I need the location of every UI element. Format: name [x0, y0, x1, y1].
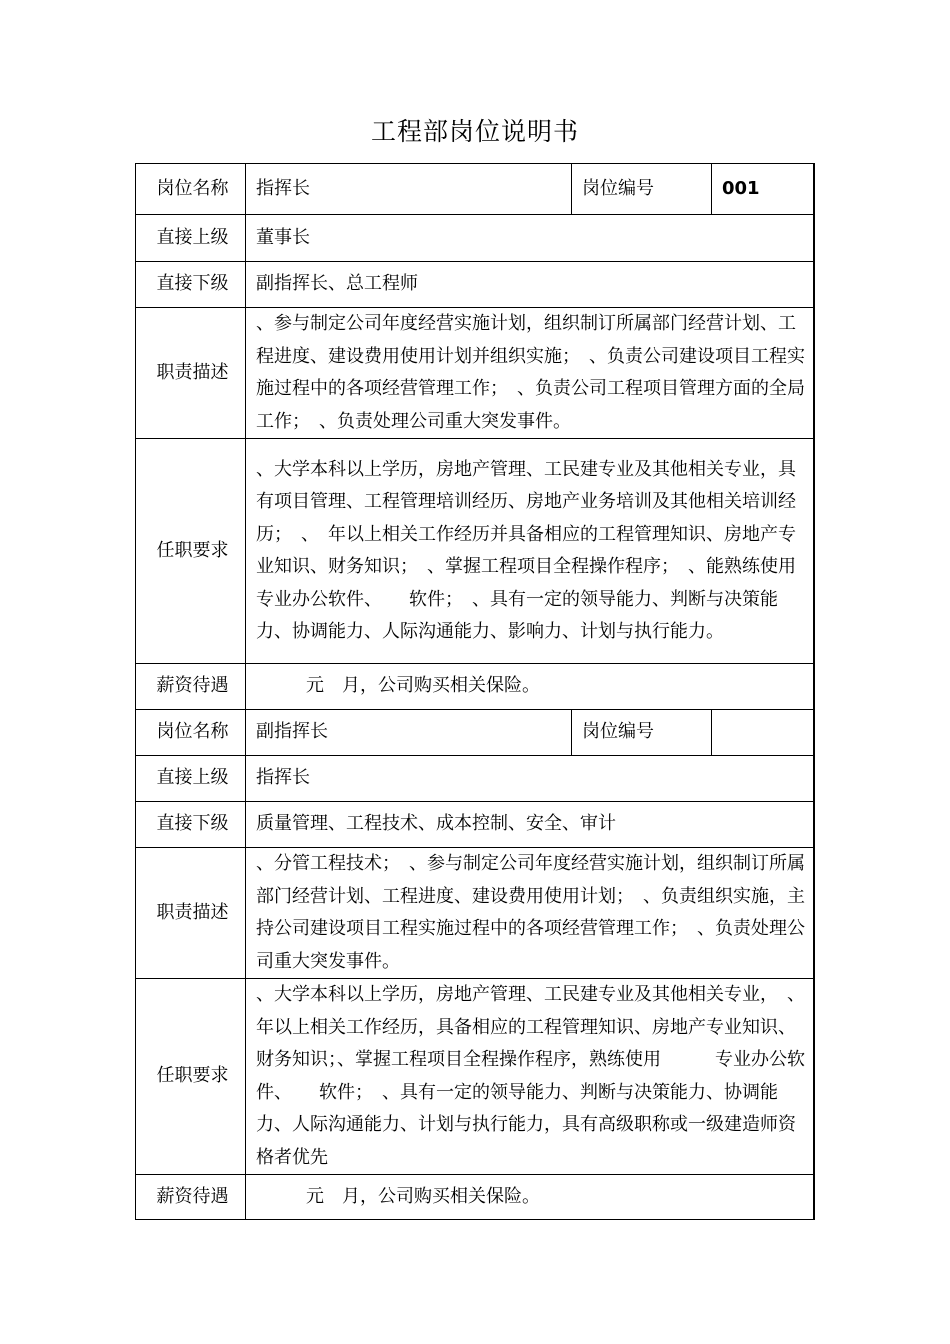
position-name-value: 指挥长 [246, 164, 572, 215]
superior-value: 指挥长 [246, 756, 814, 802]
subordinate-row [136, 802, 814, 848]
subordinate-value: 副指挥长、总工程师 [246, 262, 814, 308]
duties-label: 职责描述 [136, 308, 246, 439]
position-code-value: 001 [712, 164, 814, 215]
salary-value: 元 月，公司购买相关保险。 [246, 664, 814, 710]
duties-value: 、分管工程技术； 、参与制定公司年度经营实施计划，组织制订所属部门经营计划、工程进度、建设费用使用计划； 、负责组织实施，主持公司建设项目工程实施过程中的各项经营管理工作； 、负责处理公司重大突发事件。 [246, 848, 814, 979]
requirements-value: 、大学本科以上学历，房地产管理、工民建专业及其他相关专业，具有项目管理、工程管理培训经历、房地产业务培训及其他相关培训经历； 、 年以上相关工作经历并具备相应的工程管理知识、房地产专业知识、财务知识； 、掌握工程项目全程操作程序； 、能熟练使用 专业办公软件、 软件； 、具有一定的领导能力、判断与决策能力、协调能力、人际沟通能力、影响力、计划与执行能力。 [246, 439, 814, 664]
superior-row [136, 756, 814, 802]
salary-value: 元 月，公司购买相关保险。 [246, 1175, 814, 1220]
subordinate-label: 直接下级 [136, 262, 246, 308]
requirements-row [136, 979, 814, 1175]
position-name-row [136, 164, 814, 215]
position-name-row [136, 710, 814, 756]
duties-row [136, 848, 814, 979]
subordinate-row [136, 262, 814, 308]
salary-row [136, 664, 814, 710]
salary-row [136, 1175, 814, 1220]
requirements-label: 任职要求 [136, 439, 246, 664]
job-description-table [135, 163, 868, 1220]
superior-label: 直接上级 [136, 756, 246, 802]
position-code-label: 岗位编号 [572, 164, 712, 215]
salary-label: 薪资待遇 [136, 664, 246, 710]
requirements-label: 任职要求 [136, 979, 246, 1175]
subordinate-label: 直接下级 [136, 802, 246, 848]
superior-row [136, 215, 814, 262]
position-code-value [712, 710, 814, 756]
superior-value: 董事长 [246, 215, 814, 262]
salary-label: 薪资待遇 [136, 1175, 246, 1220]
subordinate-value: 质量管理、工程技术、成本控制、安全、审计 [246, 802, 814, 848]
position-name-label: 岗位名称 [136, 710, 246, 756]
position-name-label: 岗位名称 [136, 164, 246, 215]
position-name-value: 副指挥长 [246, 710, 572, 756]
document-title: 工程部岗位说明书 [370, 117, 579, 146]
duties-row [136, 308, 814, 439]
requirements-row [136, 439, 814, 664]
position-code-label: 岗位编号 [572, 710, 712, 756]
duties-value: 、参与制定公司年度经营实施计划，组织制订所属部门经营计划、工程进度、建设费用使用计划并组织实施； 、负责公司建设项目工程实施过程中的各项经营管理工作； 、负责公司工程项目管理方面的全局工作； 、负责处理公司重大突发事件。 [246, 308, 814, 439]
duties-label: 职责描述 [136, 848, 246, 979]
requirements-value: 、大学本科以上学历，房地产管理、工民建专业及其他相关专业， 、 年以上相关工作经历，具备相应的工程管理知识、房地产专业知识、财务知识；、掌握工程项目全程操作程序，熟练使用 专业办公软件、 软件； 、具有一定的领导能力、判断与决策能力、协调能力、人际沟通能力、计划与执行能力，具有高级职称或一级建造师资格者优先 [246, 979, 814, 1175]
superior-label: 直接上级 [136, 215, 246, 262]
